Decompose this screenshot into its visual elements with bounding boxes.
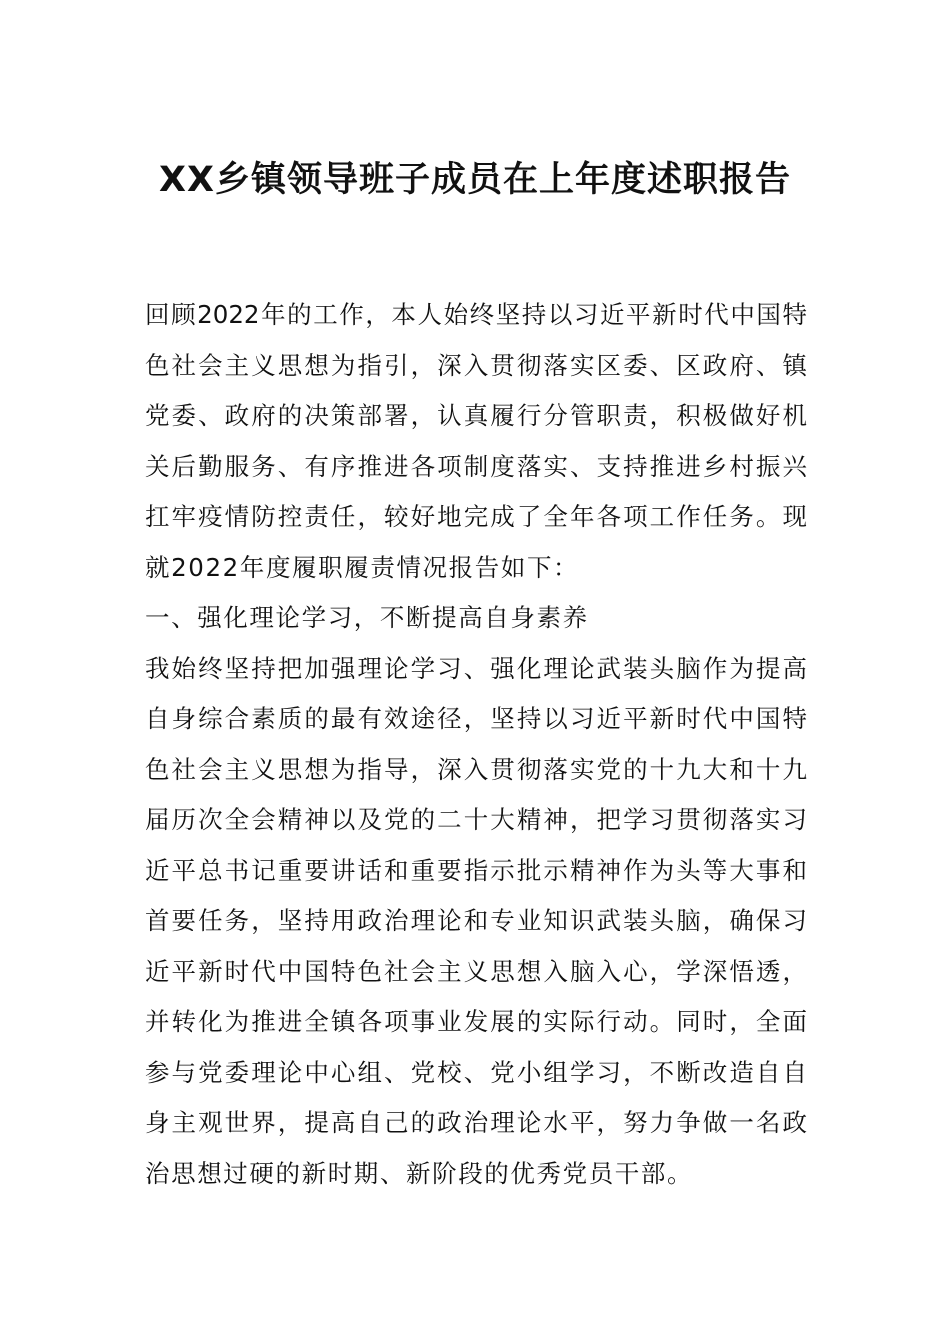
- body-line: 近平新时代中国特色社会主义思想入脑入心，学深悟透，: [145, 956, 807, 986]
- body-line: 治思想过硬的新时期、新阶段的优秀党员干部。: [145, 1158, 694, 1188]
- body-line: 并转化为推进全镇各项事业发展的实际行动。同时，全面: [145, 1007, 807, 1036]
- body-line: 身主观世界，提高自己的政治理论水平，努力争做一名政: [145, 1108, 807, 1137]
- body-line: 自身综合素质的最有效途径，坚持以习近平新时代中国特: [145, 704, 807, 733]
- body-line: 就2022年度履职履责情况报告如下：: [145, 552, 580, 582]
- body-line: 届历次全会精神以及党的二十大精神，把学习贯彻落实习: [145, 805, 807, 834]
- document-body: [145, 290, 807, 1199]
- body-line: 参与党委理论中心组、党校、党小组学习，不断改造自自: [145, 1057, 807, 1087]
- body-line: 色社会主义思想为指引，深入贯彻落实区委、区政府、镇: [145, 350, 807, 380]
- document-title: XX乡镇领导班子成员在上年度述职报告: [159, 160, 791, 200]
- body-line: 色社会主义思想为指导，深入贯彻落实党的十九大和十九: [145, 754, 807, 784]
- body-line: 关后勤服务、有序推进各项制度落实、支持推进乡村振兴: [145, 451, 807, 481]
- body-line: 扛牢疫情防控责任，较好地完成了全年各项工作任务。现: [145, 502, 807, 531]
- body-line: 回顾2022年的工作，本人始终坚持以习近平新时代中国特: [145, 300, 807, 329]
- body-line: 首要任务，坚持用政治理论和专业知识武装头脑，确保习: [145, 906, 807, 935]
- body-line: 近平总书记重要讲话和重要指示批示精神作为头等大事和: [145, 855, 807, 885]
- body-line: 党委、政府的决策部署，认真履行分管职责，积极做好机: [145, 401, 807, 430]
- body-line: 我始终坚持把加强理论学习、强化理论武装头脑作为提高: [145, 653, 807, 683]
- section-heading: 一、强化理论学习，不断提高自身素养: [145, 603, 589, 632]
